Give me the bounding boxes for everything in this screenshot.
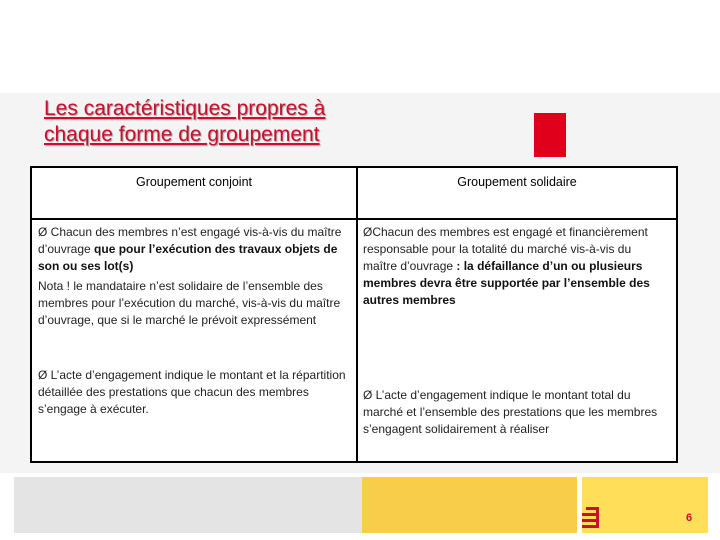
solidaire-paragraph-acte: Ø L’acte d’engagement indique le montant total du marché et l’ensemble des prestations que les membres s’engagent solidairement à réaliser bbox=[363, 388, 658, 436]
solidaire-paragraph-1 bbox=[363, 224, 668, 309]
header-divider bbox=[32, 218, 676, 220]
conjoint-paragraph-1 bbox=[38, 224, 348, 275]
column-header-solidaire: Groupement solidaire bbox=[457, 175, 577, 189]
red-accent-block bbox=[534, 113, 566, 157]
column-divider bbox=[356, 168, 358, 461]
page-number: 6 bbox=[686, 512, 693, 524]
slide-title-line2: chaque forme de groupement bbox=[44, 123, 320, 146]
footer-gray-band bbox=[14, 477, 362, 533]
conjoint-p1-bold: que pour l’exécution des travaux objets de son ou ses lot(s) bbox=[38, 242, 338, 273]
conjoint-paragraph-acte: Ø L’acte d’engagement indique le montant et la répartition détaillée des prestations que chacun des membres s’engage à exécuter. bbox=[38, 368, 346, 416]
column-header-conjoint: Groupement conjoint bbox=[135, 175, 253, 189]
solidaire-p1-text: ØChacun des membres est engagé et financièrement responsable pour la totalité du marché vis-à-vis du maître d’ouvrage bbox=[363, 225, 648, 273]
conjoint-paragraph-nota: Nota ! le mandataire n’est solidaire de l’ensemble des membres pour l’exécution du marché, vis-à-vis du maître d’ouvrage, que si le marché le prévoit expressément bbox=[38, 279, 341, 327]
solidaire-p1-bold: : la défaillance d’un ou plusieurs membres devra être supportée par l’ensemble des autres membres bbox=[363, 259, 650, 307]
slide-title bbox=[44, 96, 444, 148]
conjoint-p1-text: Ø Chacun des membres n’est engagé vis-à-vis du maître d’ouvrage bbox=[38, 225, 342, 256]
footer-gold-band bbox=[362, 477, 577, 533]
slide-title-line1: Les caractéristiques propres à bbox=[44, 97, 326, 120]
brand-logo-icon bbox=[580, 506, 602, 530]
comparison-table bbox=[30, 166, 678, 463]
